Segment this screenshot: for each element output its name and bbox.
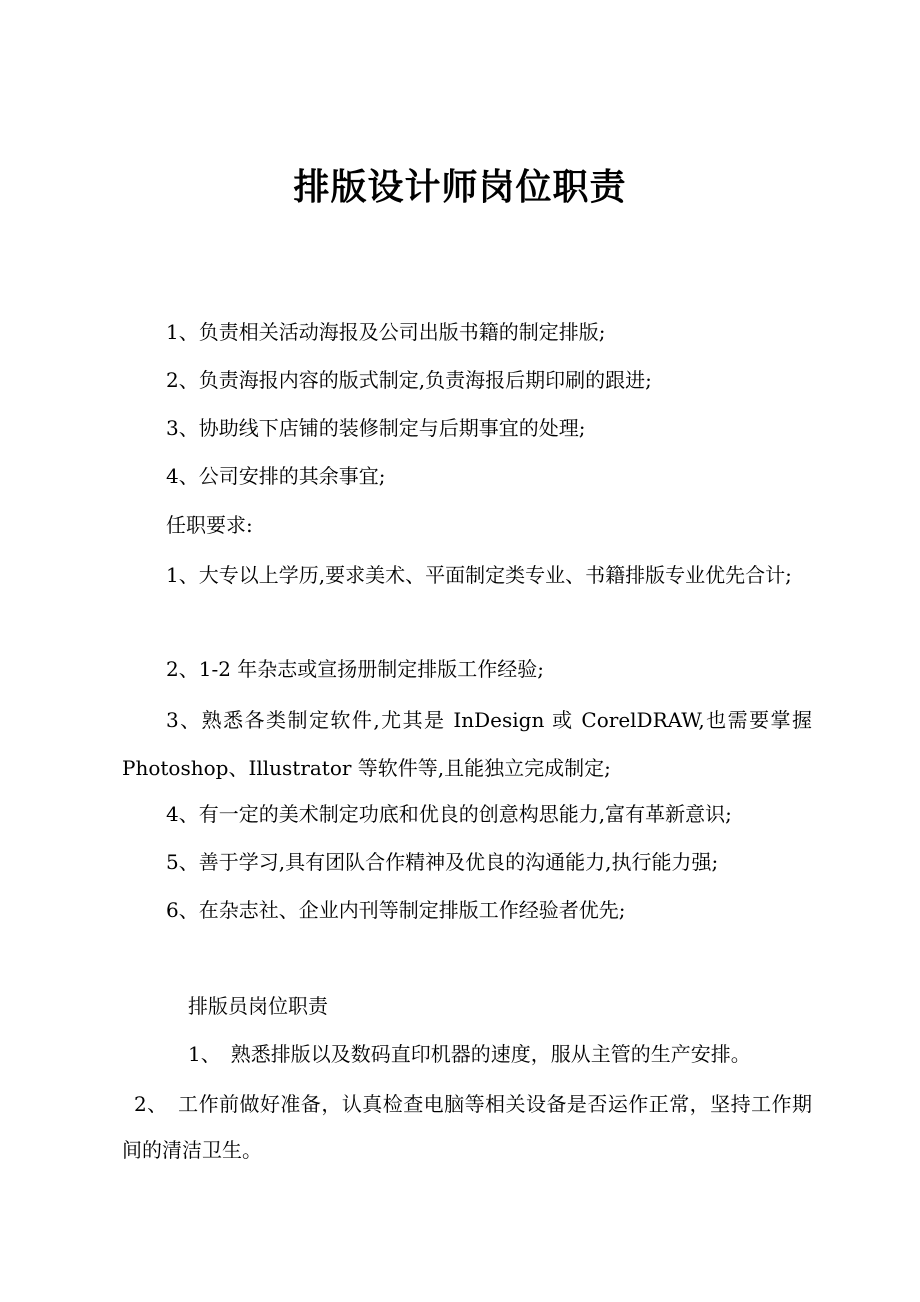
requirement-item-6: 6、在杂志社、企业内刊等制定排版工作经验者优先; [166, 898, 626, 922]
duty-item-3: 3、协助线下店铺的装修制定与后期事宜的处理; [166, 416, 586, 440]
duty-item-4: 4、公司安排的其余事宜; [166, 464, 386, 488]
section2-item-2: 2、 工作前做好准备，认真检查电脑等相关设备是否运作正常，坚持工作期间的清洁卫生。 [122, 1092, 812, 1162]
requirements-heading: 任职要求: [166, 513, 253, 537]
requirement-item-4: 4、有一定的美术制定功底和优良的创意构思能力,富有革新意识; [166, 802, 732, 826]
requirement-item-3: 3、熟悉各类制定软件,尤其是 InDesign 或 CorelDRAW,也需要掌握 Photoshop、Illustrator 等软件等,且能独立完成制定; [122, 708, 812, 780]
document-title: 排版设计师岗位职责 [293, 166, 627, 208]
section2-title: 排版员岗位职责 [188, 994, 328, 1018]
duty-item-1: 1、负责相关活动海报及公司出版书籍的制定排版; [166, 320, 606, 344]
requirement-item-2: 2、1-2 年杂志或宣扬册制定排版工作经验; [166, 657, 545, 681]
duty-item-2: 2、负责海报内容的版式制定,负责海报后期印刷的跟进; [166, 368, 652, 392]
section2-item-1: 1、 熟悉排版以及数码直印机器的速度，服从主管的生产安排。 [188, 1042, 751, 1066]
requirement-item-5: 5、善于学习,具有团队合作精神及优良的沟通能力,执行能力强; [166, 850, 719, 874]
requirement-item-1: 1、大专以上学历,要求美术、平面制定类专业、书籍排版专业优先合计; [166, 563, 792, 587]
